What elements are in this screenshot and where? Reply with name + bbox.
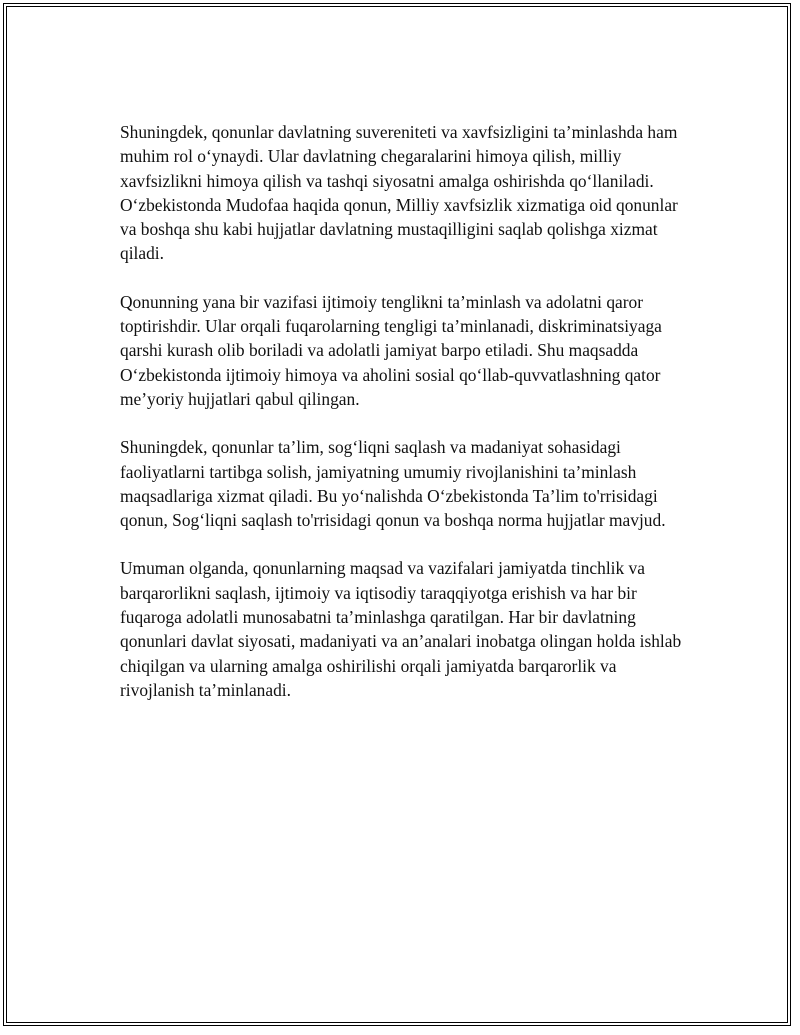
paragraph-4: Umuman olganda, qonunlarning maqsad va vazifalari jamiyatda tinchlik va barqarorlikni saqlash, ijtimoiy va iqtisodiy taraqqiyotga erishish va har bir fuqaroga adolatli munosabatni ta’minlashga qaratilgan. Har bir davlatning qonunlari davlat siyosati, madaniyati va an’analari inobatga olingan holda ishlab chiqilgan va ularning amalga oshirilishi orqali jamiyatda barqarorlik va rivojlanish ta’minlanadi.: [120, 558, 682, 700]
document-body: [120, 120, 692, 726]
paragraph-3: Shuningdek, qonunlar ta’lim, sog‘liqni saqlash va madaniyat sohasidagi faoliyatlarni tartibga solish, jamiyatning umumiy rivojlanishini ta’minlash maqsadlariga xizmat qiladi. Bu yo‘nalishda O‘zbekistonda Ta’lim to'rrisidagi qonun, Sog‘liqni saqlash to'rrisidagi qonun va boshqa norma hujjatlar mavjud.: [120, 437, 666, 531]
paragraph-2: Qonunning yana bir vazifasi ijtimoiy tenglikni ta’minlash va adolatni qaror toptirishdir. Ular orqali fuqarolarning tengligi ta’minlanadi, diskriminatsiyaga qarshi kurash olib boriladi va adolatli jamiyat barpo etiladi. Shu maqsadda O‘zbekistonda ijtimoiy himoya va aholini sosial qo‘llab-quvvatlashning qator me’yoriy hujjatlari qabul qilingan.: [120, 291, 662, 409]
paragraph-1: Shuningdek, qonunlar davlatning suvereniteti va xavfsizligini ta’minlashda ham muhim rol o‘ynaydi. Ular davlatning chegaralarini himoya qilish, milliy xavfsizlikni himoya qilish va tashqi siyosatni amalga oshirishda qo‘llaniladi. O‘zbekistonda Mudofaa haqida qonun, Milliy xavfsizlik xizmatiga oid qonunlar va boshqa shu kabi hujjatlar davlatning mustaqilligini saqlab qolishga xizmat qiladi.: [120, 122, 678, 264]
document-page: [3, 3, 791, 1026]
